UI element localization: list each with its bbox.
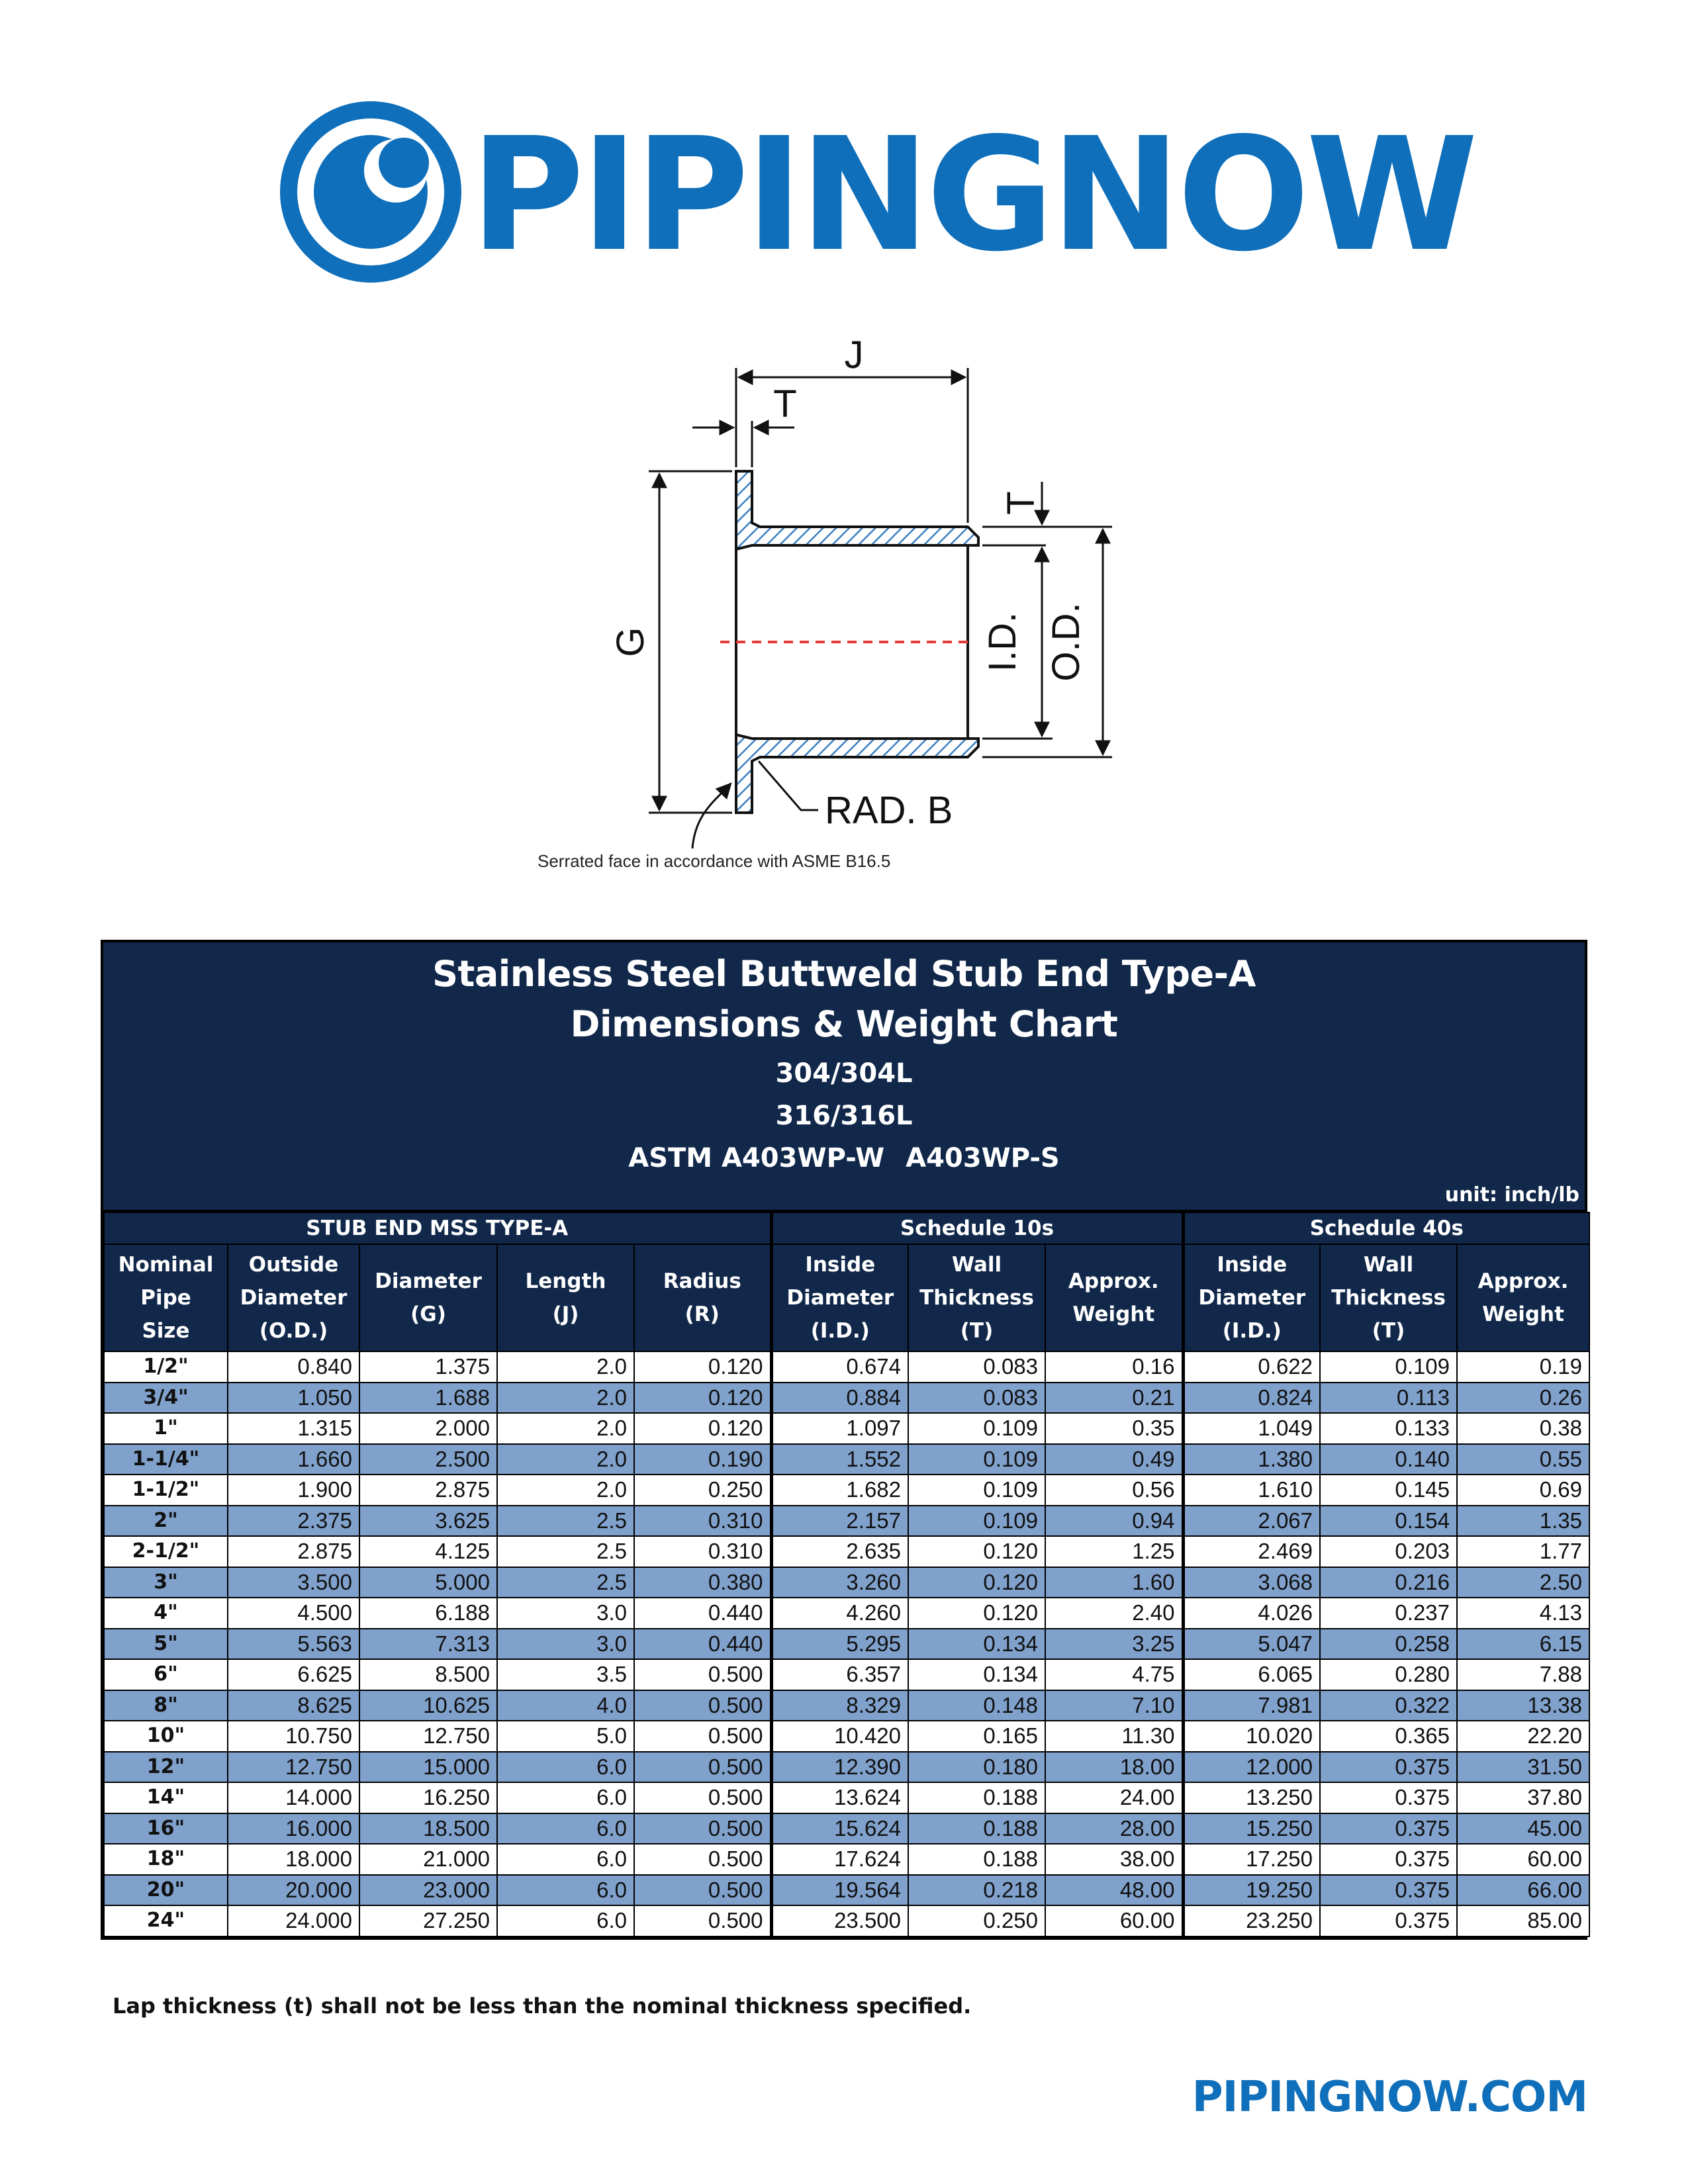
table-cell: 14.000: [228, 1782, 359, 1813]
table-cell: 1.315: [228, 1413, 359, 1444]
dim-t-top-label: T: [773, 383, 797, 426]
table-cell: 1.688: [359, 1383, 497, 1414]
table-cell: 0.440: [634, 1598, 771, 1629]
column-header-line: (R): [684, 1302, 720, 1326]
table-cell: 0.35: [1045, 1413, 1183, 1444]
table-cell: 0.145: [1320, 1475, 1457, 1506]
column-header-line: Wall: [951, 1253, 1002, 1277]
unit-label: unit: inch/lb: [1444, 1183, 1579, 1206]
table-cell: 0.133: [1320, 1413, 1457, 1444]
table-cell: 0.218: [908, 1875, 1045, 1906]
column-header-line: (J): [552, 1302, 579, 1326]
table-cell: 0.16: [1045, 1351, 1183, 1383]
table-cell: 2.635: [771, 1536, 908, 1567]
column-header-line: Thickness: [1331, 1286, 1446, 1310]
pipe-size-cell: 16": [104, 1813, 228, 1844]
table-cell: 6.065: [1183, 1659, 1320, 1690]
table-cell: 0.94: [1045, 1506, 1183, 1537]
table-cell: 12.750: [228, 1752, 359, 1783]
table-cell: 20.000: [228, 1875, 359, 1906]
table-cell: 5.563: [228, 1629, 359, 1660]
dimensions-chart: [101, 940, 1587, 1940]
table-cell: 2.50: [1457, 1567, 1589, 1598]
table-cell: 0.500: [634, 1875, 771, 1906]
table-cell: 6.625: [228, 1659, 359, 1690]
table-cell: 3.5: [497, 1659, 634, 1690]
table-cell: 0.55: [1457, 1444, 1589, 1475]
table-cell: 3.0: [497, 1629, 634, 1660]
pipe-size-cell: 1-1/4": [104, 1444, 228, 1475]
table-cell: 0.120: [908, 1567, 1045, 1598]
table-cell: 0.840: [228, 1351, 359, 1383]
table-row: [104, 1844, 1589, 1875]
astm-spec-b: A403WP-S: [906, 1143, 1060, 1173]
pipe-size-cell: 14": [104, 1782, 228, 1813]
astm-spec: [103, 1137, 1585, 1179]
column-header-line: Pipe: [140, 1286, 191, 1310]
table-cell: 2.40: [1045, 1598, 1183, 1629]
table-cell: 5.295: [771, 1629, 908, 1660]
column-header-line: Radius: [663, 1269, 741, 1293]
stub-end-drawing: [0, 324, 1688, 893]
table-cell: 0.113: [1320, 1383, 1457, 1414]
table-cell: 1.682: [771, 1475, 908, 1506]
table-cell: 1.60: [1045, 1567, 1183, 1598]
table-cell: 1.25: [1045, 1536, 1183, 1567]
table-cell: 60.00: [1045, 1905, 1183, 1936]
table-cell: 45.00: [1457, 1813, 1589, 1844]
table-cell: 2.375: [228, 1506, 359, 1537]
rad-b-label: RAD. B: [825, 789, 953, 832]
pipe-size-cell: 2": [104, 1506, 228, 1537]
table-cell: 0.203: [1320, 1536, 1457, 1567]
table-cell: 0.310: [634, 1506, 771, 1537]
table-cell: 4.260: [771, 1598, 908, 1629]
pipe-size-cell: 1": [104, 1413, 228, 1444]
dim-od-label: O.D.: [1045, 602, 1088, 682]
column-header: [497, 1244, 634, 1351]
column-header: [908, 1244, 1045, 1351]
table-cell: 0.500: [634, 1813, 771, 1844]
logo-icon: [278, 99, 470, 291]
table-cell: 0.500: [634, 1782, 771, 1813]
table-cell: 0.120: [908, 1598, 1045, 1629]
table-cell: 0.500: [634, 1690, 771, 1721]
table-cell: 31.50: [1457, 1752, 1589, 1783]
table-cell: 0.154: [1320, 1506, 1457, 1537]
column-header-line: Size: [142, 1319, 190, 1343]
pipe-size-cell: 5": [104, 1629, 228, 1660]
dim-id-label: I.D.: [981, 612, 1024, 672]
table-cell: 1.050: [228, 1383, 359, 1414]
table-cell: 0.109: [908, 1444, 1045, 1475]
table-cell: 2.000: [359, 1413, 497, 1444]
table-cell: 3.068: [1183, 1567, 1320, 1598]
table-cell: 4.75: [1045, 1659, 1183, 1690]
table-cell: 0.69: [1457, 1475, 1589, 1506]
table-cell: 0.237: [1320, 1598, 1457, 1629]
table-cell: 2.500: [359, 1444, 497, 1475]
table-cell: 2.0: [497, 1413, 634, 1444]
table-cell: 2.875: [228, 1536, 359, 1567]
table-cell: 0.365: [1320, 1721, 1457, 1752]
table-cell: 0.188: [908, 1844, 1045, 1875]
column-header: [1045, 1244, 1183, 1351]
table-cell: 23.500: [771, 1905, 908, 1936]
table-cell: 0.109: [908, 1475, 1045, 1506]
astm-spec-a: ASTM A403WP-W: [628, 1143, 885, 1173]
table-cell: 0.188: [908, 1813, 1045, 1844]
column-header: [104, 1244, 228, 1351]
table-cell: 0.188: [908, 1782, 1045, 1813]
table-cell: 10.750: [228, 1721, 359, 1752]
table-cell: 0.083: [908, 1383, 1045, 1414]
table-cell: 5.000: [359, 1567, 497, 1598]
table-cell: 0.109: [908, 1506, 1045, 1537]
table-row: [104, 1536, 1589, 1567]
dim-t-side-label: T: [1000, 491, 1043, 515]
table-cell: 4.500: [228, 1598, 359, 1629]
table-cell: 0.250: [908, 1905, 1045, 1936]
table-cell: 15.250: [1183, 1813, 1320, 1844]
pipe-size-cell: 3/4": [104, 1383, 228, 1414]
table-cell: 0.280: [1320, 1659, 1457, 1690]
table-cell: 1.77: [1457, 1536, 1589, 1567]
table-cell: 24.000: [228, 1905, 359, 1936]
column-header: [771, 1244, 908, 1351]
column-header-line: (I.D.): [1222, 1319, 1282, 1343]
table-cell: 19.250: [1183, 1875, 1320, 1906]
table-cell: 1.610: [1183, 1475, 1320, 1506]
pipe-size-cell: 4": [104, 1598, 228, 1629]
table-row: [104, 1721, 1589, 1752]
table-cell: 6.0: [497, 1844, 634, 1875]
group-header: STUB END MSS TYPE-A: [104, 1212, 771, 1244]
column-header: [634, 1244, 771, 1351]
table-cell: 2.5: [497, 1567, 634, 1598]
table-cell: 0.120: [634, 1383, 771, 1414]
table-row: [104, 1567, 1589, 1598]
table-row: [104, 1659, 1589, 1690]
table-cell: 0.500: [634, 1752, 771, 1783]
table-row: [104, 1752, 1589, 1783]
table-row: [104, 1905, 1589, 1936]
pipe-size-cell: 24": [104, 1905, 228, 1936]
table-cell: 3.25: [1045, 1629, 1183, 1660]
column-header-line: Approx.: [1068, 1269, 1159, 1293]
table-cell: 0.500: [634, 1844, 771, 1875]
table-cell: 3.500: [228, 1567, 359, 1598]
table-cell: 8.625: [228, 1690, 359, 1721]
table-cell: 17.624: [771, 1844, 908, 1875]
table-cell: 0.134: [908, 1629, 1045, 1660]
table-cell: 7.10: [1045, 1690, 1183, 1721]
table-cell: 0.21: [1045, 1383, 1183, 1414]
table-cell: 37.80: [1457, 1782, 1589, 1813]
table-cell: 0.674: [771, 1351, 908, 1383]
brand-name: PIPINGNOW: [470, 104, 1475, 286]
table-cell: 12.390: [771, 1752, 908, 1783]
column-header-line: Weight: [1072, 1302, 1155, 1326]
dimensions-table: [103, 1212, 1590, 1937]
table-cell: 17.250: [1183, 1844, 1320, 1875]
table-cell: 0.440: [634, 1629, 771, 1660]
table-cell: 0.375: [1320, 1844, 1457, 1875]
table-row: [104, 1383, 1589, 1414]
table-cell: 16.250: [359, 1782, 497, 1813]
column-header: [359, 1244, 497, 1351]
table-cell: 0.109: [908, 1413, 1045, 1444]
table-cell: 0.375: [1320, 1905, 1457, 1936]
dim-g-label: G: [609, 627, 652, 657]
table-cell: 18.500: [359, 1813, 497, 1844]
pipe-size-cell: 20": [104, 1875, 228, 1906]
table-cell: 66.00: [1457, 1875, 1589, 1906]
table-cell: 10.420: [771, 1721, 908, 1752]
table-cell: 0.140: [1320, 1444, 1457, 1475]
table-cell: 5.0: [497, 1721, 634, 1752]
pipe-size-cell: 18": [104, 1844, 228, 1875]
table-cell: 2.157: [771, 1506, 908, 1537]
pipe-size-cell: 1-1/2": [104, 1475, 228, 1506]
table-cell: 0.120: [634, 1351, 771, 1383]
pipe-size-cell: 1/2": [104, 1351, 228, 1383]
table-cell: 0.148: [908, 1690, 1045, 1721]
table-cell: 8.329: [771, 1690, 908, 1721]
table-cell: 24.00: [1045, 1782, 1183, 1813]
table-cell: 12.750: [359, 1721, 497, 1752]
table-row: [104, 1506, 1589, 1537]
chart-header: [103, 942, 1585, 1212]
table-cell: 6.0: [497, 1813, 634, 1844]
table-cell: 1.660: [228, 1444, 359, 1475]
group-header: Schedule 10s: [771, 1212, 1183, 1244]
column-header-line: Inside: [805, 1253, 876, 1277]
table-cell: 3.260: [771, 1567, 908, 1598]
table-cell: 6.15: [1457, 1629, 1589, 1660]
column-header-line: Nominal: [118, 1253, 214, 1277]
pipe-size-cell: 10": [104, 1721, 228, 1752]
table-cell: 0.824: [1183, 1383, 1320, 1414]
table-cell: 2.5: [497, 1536, 634, 1567]
group-header: Schedule 40s: [1183, 1212, 1589, 1244]
pipe-size-cell: 12": [104, 1752, 228, 1783]
table-cell: 10.625: [359, 1690, 497, 1721]
brand-logo: [278, 99, 1475, 291]
column-header-line: Inside: [1217, 1253, 1288, 1277]
table-cell: 60.00: [1457, 1844, 1589, 1875]
table-cell: 3.625: [359, 1506, 497, 1537]
table-cell: 7.88: [1457, 1659, 1589, 1690]
column-header-line: Thickness: [919, 1286, 1034, 1310]
table-row: [104, 1629, 1589, 1660]
table-cell: 6.0: [497, 1875, 634, 1906]
table-cell: 0.258: [1320, 1629, 1457, 1660]
table-cell: 85.00: [1457, 1905, 1589, 1936]
table-cell: 2.0: [497, 1444, 634, 1475]
table-cell: 0.500: [634, 1659, 771, 1690]
table-cell: 0.375: [1320, 1813, 1457, 1844]
table-cell: 6.0: [497, 1905, 634, 1936]
column-header-line: Length: [525, 1269, 606, 1293]
website-link[interactable]: PIPINGNOW.COM: [1192, 2073, 1587, 2122]
table-cell: 16.000: [228, 1813, 359, 1844]
table-cell: 1.552: [771, 1444, 908, 1475]
table-cell: 0.49: [1045, 1444, 1183, 1475]
column-header: [1457, 1244, 1589, 1351]
table-cell: 18.000: [228, 1844, 359, 1875]
table-cell: 6.0: [497, 1752, 634, 1783]
table-cell: 5.047: [1183, 1629, 1320, 1660]
column-header-line: (I.D.): [810, 1319, 870, 1343]
table-cell: 0.310: [634, 1536, 771, 1567]
table-cell: 1.049: [1183, 1413, 1320, 1444]
table-cell: 4.125: [359, 1536, 497, 1567]
table-cell: 0.38: [1457, 1413, 1589, 1444]
table-cell: 1.097: [771, 1413, 908, 1444]
table-cell: 0.26: [1457, 1383, 1589, 1414]
table-cell: 23.250: [1183, 1905, 1320, 1936]
table-row: [104, 1475, 1589, 1506]
table-cell: 4.13: [1457, 1598, 1589, 1629]
table-cell: 7.313: [359, 1629, 497, 1660]
column-header: [1183, 1244, 1320, 1351]
table-cell: 0.134: [908, 1659, 1045, 1690]
table-cell: 0.322: [1320, 1690, 1457, 1721]
pipe-size-cell: 8": [104, 1690, 228, 1721]
column-header-line: (O.D.): [259, 1319, 328, 1343]
table-cell: 6.188: [359, 1598, 497, 1629]
table-body: [104, 1351, 1589, 1936]
table-cell: 0.180: [908, 1752, 1045, 1783]
table-row: [104, 1444, 1589, 1475]
table-cell: 0.884: [771, 1383, 908, 1414]
table-row: [104, 1351, 1589, 1383]
column-header: [228, 1244, 359, 1351]
table-cell: 2.469: [1183, 1536, 1320, 1567]
table-cell: 13.250: [1183, 1782, 1320, 1813]
table-cell: 2.0: [497, 1351, 634, 1383]
column-header-line: Diameter: [786, 1286, 894, 1310]
table-cell: 0.375: [1320, 1752, 1457, 1783]
column-header-line: Outside: [248, 1253, 339, 1277]
table-cell: 11.30: [1045, 1721, 1183, 1752]
table-cell: 19.564: [771, 1875, 908, 1906]
column-header-line: (T): [1372, 1319, 1405, 1343]
table-cell: 48.00: [1045, 1875, 1183, 1906]
table-cell: 1.900: [228, 1475, 359, 1506]
table-cell: 6.0: [497, 1782, 634, 1813]
table-cell: 0.500: [634, 1905, 771, 1936]
table-cell: 12.000: [1183, 1752, 1320, 1783]
table-cell: 0.165: [908, 1721, 1045, 1752]
table-row: [104, 1782, 1589, 1813]
pipe-size-cell: 3": [104, 1567, 228, 1598]
table-row: [104, 1413, 1589, 1444]
column-header-line: (T): [960, 1319, 994, 1343]
table-cell: 6.357: [771, 1659, 908, 1690]
table-cell: 1.375: [359, 1351, 497, 1383]
table-cell: 2.0: [497, 1475, 634, 1506]
table-cell: 4.026: [1183, 1598, 1320, 1629]
table-cell: 0.216: [1320, 1567, 1457, 1598]
column-header-line: Diameter: [240, 1286, 348, 1310]
table-cell: 3.0: [497, 1598, 634, 1629]
table-row: [104, 1813, 1589, 1844]
table-cell: 0.120: [634, 1413, 771, 1444]
table-cell: 0.083: [908, 1351, 1045, 1383]
table-cell: 21.000: [359, 1844, 497, 1875]
pipe-size-cell: 2-1/2": [104, 1536, 228, 1567]
group-header-row: [104, 1212, 1589, 1244]
column-header-line: Wall: [1363, 1253, 1414, 1277]
table-cell: 2.0: [497, 1383, 634, 1414]
table-cell: 2.067: [1183, 1506, 1320, 1537]
table-cell: 8.500: [359, 1659, 497, 1690]
column-header-line: Weight: [1482, 1302, 1564, 1326]
table-cell: 1.35: [1457, 1506, 1589, 1537]
grade-316: 316/316L: [775, 1101, 913, 1131]
table-cell: 0.109: [1320, 1351, 1457, 1383]
table-cell: 2.875: [359, 1475, 497, 1506]
table-cell: 27.250: [359, 1905, 497, 1936]
table-cell: 15.000: [359, 1752, 497, 1783]
dim-j-label: J: [844, 334, 864, 377]
table-row: [104, 1598, 1589, 1629]
table-cell: 0.19: [1457, 1351, 1589, 1383]
table-row: [104, 1690, 1589, 1721]
table-cell: 0.190: [634, 1444, 771, 1475]
table-cell: 0.120: [908, 1536, 1045, 1567]
chart-subtitle: Dimensions & Weight Chart: [570, 1003, 1118, 1045]
table-cell: 0.380: [634, 1567, 771, 1598]
table-cell: 13.624: [771, 1782, 908, 1813]
column-header: [1320, 1244, 1457, 1351]
table-cell: 0.250: [634, 1475, 771, 1506]
table-cell: 0.56: [1045, 1475, 1183, 1506]
table-cell: 4.0: [497, 1690, 634, 1721]
column-header-line: Approx.: [1477, 1269, 1569, 1293]
table-row: [104, 1875, 1589, 1906]
table-cell: 10.020: [1183, 1721, 1320, 1752]
table-cell: 7.981: [1183, 1690, 1320, 1721]
table-cell: 2.5: [497, 1506, 634, 1537]
table-cell: 1.380: [1183, 1444, 1320, 1475]
table-cell: 15.624: [771, 1813, 908, 1844]
table-cell: 0.375: [1320, 1782, 1457, 1813]
column-header-line: (G): [410, 1302, 446, 1326]
chart-title: Stainless Steel Buttweld Stub End Type-A: [432, 953, 1256, 995]
table-cell: 18.00: [1045, 1752, 1183, 1783]
table-cell: 28.00: [1045, 1813, 1183, 1844]
pipe-size-cell: 6": [104, 1659, 228, 1690]
column-header-row: [104, 1244, 1589, 1351]
table-cell: 0.500: [634, 1721, 771, 1752]
table-cell: 38.00: [1045, 1844, 1183, 1875]
table-cell: 13.38: [1457, 1690, 1589, 1721]
table-cell: 0.375: [1320, 1875, 1457, 1906]
column-header-line: Diameter: [1198, 1286, 1306, 1310]
column-header-line: Diameter: [375, 1269, 482, 1293]
serrated-face-note: Serrated face in accordance with ASME B16.5: [538, 851, 891, 871]
grade-304: 304/304L: [775, 1058, 913, 1089]
table-cell: 23.000: [359, 1875, 497, 1906]
table-cell: 0.622: [1183, 1351, 1320, 1383]
table-cell: 22.20: [1457, 1721, 1589, 1752]
footnote: Lap thickness (t) shall not be less than the nominal thickness specified.: [113, 1993, 972, 2019]
